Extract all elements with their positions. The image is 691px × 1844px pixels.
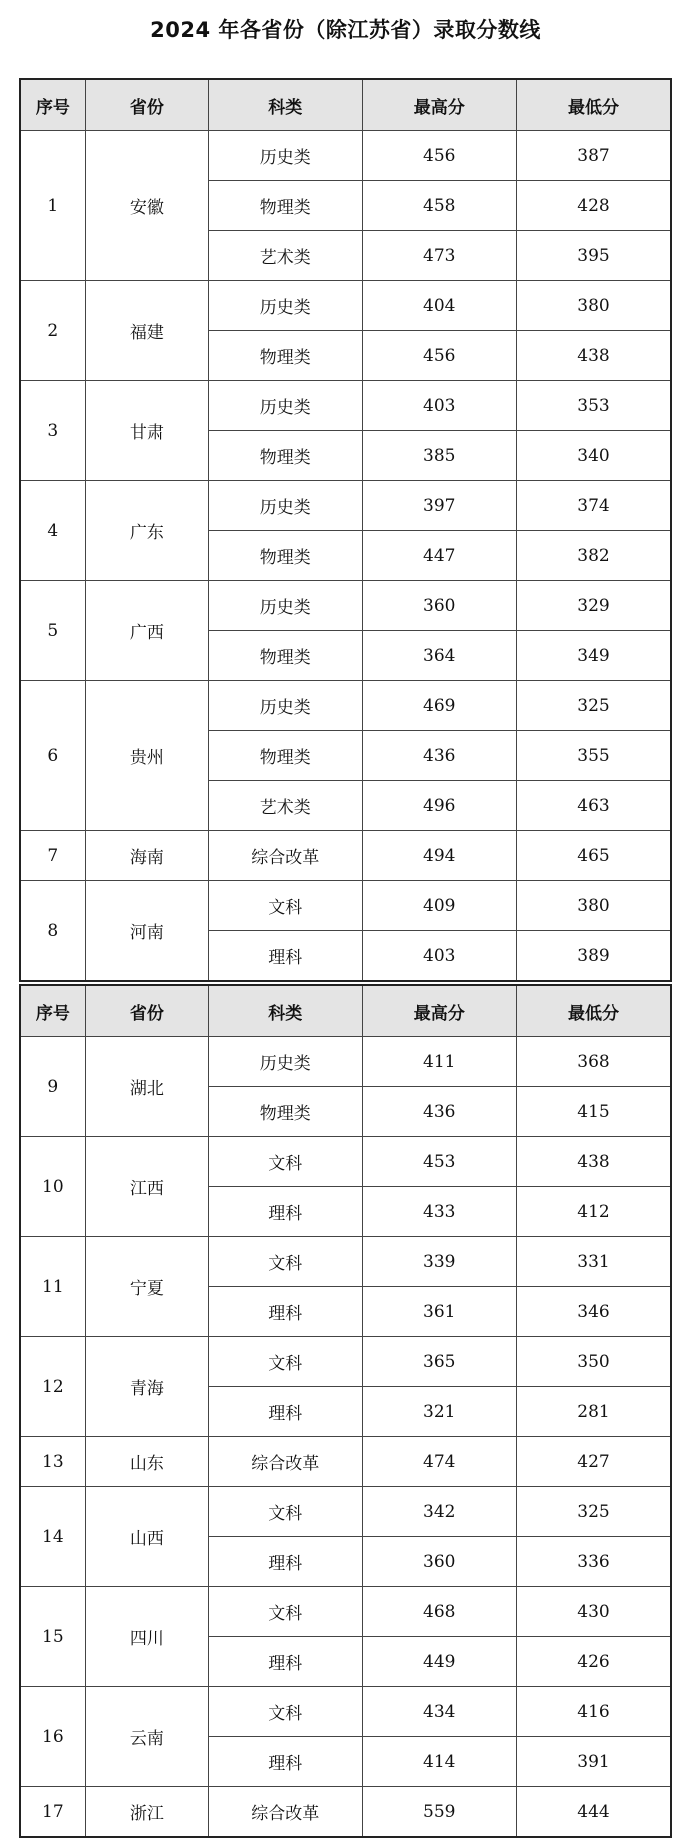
header-index: 序号 [20,985,85,1037]
row-index: 2 [20,281,85,381]
row-index: 6 [20,681,85,831]
min-score-cell: 415 [517,1087,672,1137]
subject-cell: 文科 [209,1237,362,1287]
max-score-cell: 403 [362,931,516,982]
province-cell: 青海 [85,1337,208,1437]
province-cell: 湖北 [85,1037,208,1137]
min-score-cell: 353 [517,381,672,431]
table-row [20,481,671,531]
max-score-cell: 414 [362,1737,516,1787]
max-score-cell: 397 [362,481,516,531]
header-index: 序号 [20,79,85,131]
province-cell: 贵州 [85,681,208,831]
min-score-cell: 349 [517,631,672,681]
row-index: 15 [20,1587,85,1687]
province-cell: 浙江 [85,1787,208,1838]
row-index: 8 [20,881,85,982]
max-score-cell: 436 [362,1087,516,1137]
score-table-part-2 [19,984,672,1838]
subject-cell: 历史类 [209,581,362,631]
max-score-cell: 453 [362,1137,516,1187]
province-cell: 宁夏 [85,1237,208,1337]
row-index: 4 [20,481,85,581]
row-index: 14 [20,1487,85,1587]
min-score-cell: 438 [517,331,672,381]
min-score-cell: 426 [517,1637,672,1687]
subject-cell: 文科 [209,1587,362,1637]
subject-cell: 理科 [209,1287,362,1337]
subject-cell: 历史类 [209,131,362,181]
min-score-cell: 395 [517,231,672,281]
province-cell: 海南 [85,831,208,881]
max-score-cell: 361 [362,1287,516,1337]
subject-cell: 文科 [209,1137,362,1187]
table-row [20,881,671,931]
max-score-cell: 559 [362,1787,516,1838]
min-score-cell: 382 [517,531,672,581]
row-index: 16 [20,1687,85,1787]
province-cell: 广东 [85,481,208,581]
table-row [20,1037,671,1087]
min-score-cell: 368 [517,1037,672,1087]
max-score-cell: 339 [362,1237,516,1287]
row-index: 1 [20,131,85,281]
subject-cell: 物理类 [209,631,362,681]
table-header-row [20,985,671,1037]
max-score-cell: 496 [362,781,516,831]
subject-cell: 文科 [209,1687,362,1737]
table-row [20,131,671,181]
subject-cell: 历史类 [209,681,362,731]
subject-cell: 理科 [209,1737,362,1787]
header-min-score: 最低分 [517,985,672,1037]
table-row [20,831,671,881]
min-score-cell: 428 [517,181,672,231]
table-row [20,681,671,731]
table-row [20,1237,671,1287]
header-max-score: 最高分 [362,985,516,1037]
max-score-cell: 409 [362,881,516,931]
table-row [20,1337,671,1387]
province-cell: 四川 [85,1587,208,1687]
table-header-row [20,79,671,131]
max-score-cell: 474 [362,1437,516,1487]
province-cell: 河南 [85,881,208,982]
province-cell: 福建 [85,281,208,381]
province-cell: 江西 [85,1137,208,1237]
subject-cell: 艺术类 [209,781,362,831]
table-row [20,1487,671,1537]
min-score-cell: 438 [517,1137,672,1187]
min-score-cell: 281 [517,1387,672,1437]
row-index: 3 [20,381,85,481]
subject-cell: 历史类 [209,481,362,531]
province-cell: 山东 [85,1437,208,1487]
subject-cell: 综合改革 [209,1437,362,1487]
subject-cell: 文科 [209,1337,362,1387]
min-score-cell: 355 [517,731,672,781]
province-cell: 山西 [85,1487,208,1587]
max-score-cell: 342 [362,1487,516,1537]
header-subject: 科类 [209,79,362,131]
row-index: 7 [20,831,85,881]
max-score-cell: 403 [362,381,516,431]
min-score-cell: 416 [517,1687,672,1737]
province-cell: 云南 [85,1687,208,1787]
subject-cell: 理科 [209,931,362,982]
table-row [20,1137,671,1187]
max-score-cell: 449 [362,1637,516,1687]
subject-cell: 理科 [209,1637,362,1687]
subject-cell: 综合改革 [209,1787,362,1838]
max-score-cell: 385 [362,431,516,481]
max-score-cell: 468 [362,1587,516,1637]
max-score-cell: 456 [362,331,516,381]
row-index: 11 [20,1237,85,1337]
max-score-cell: 365 [362,1337,516,1387]
min-score-cell: 340 [517,431,672,481]
subject-cell: 文科 [209,881,362,931]
header-max-score: 最高分 [362,79,516,131]
min-score-cell: 412 [517,1187,672,1237]
max-score-cell: 494 [362,831,516,881]
table-row [20,581,671,631]
row-index: 9 [20,1037,85,1137]
max-score-cell: 321 [362,1387,516,1437]
row-index: 13 [20,1437,85,1487]
max-score-cell: 458 [362,181,516,231]
min-score-cell: 336 [517,1537,672,1587]
province-cell: 安徽 [85,131,208,281]
subject-cell: 理科 [209,1537,362,1587]
table-row [20,1787,671,1838]
min-score-cell: 346 [517,1287,672,1337]
header-province: 省份 [85,79,208,131]
min-score-cell: 465 [517,831,672,881]
min-score-cell: 325 [517,681,672,731]
max-score-cell: 473 [362,231,516,281]
subject-cell: 历史类 [209,281,362,331]
min-score-cell: 374 [517,481,672,531]
max-score-cell: 411 [362,1037,516,1087]
subject-cell: 综合改革 [209,831,362,881]
page-title: 2024 年各省份（除江苏省）录取分数线 [150,18,541,42]
score-table-part-1 [19,78,672,982]
min-score-cell: 331 [517,1237,672,1287]
subject-cell: 历史类 [209,381,362,431]
min-score-cell: 350 [517,1337,672,1387]
table-row [20,1587,671,1637]
table-row [20,1437,671,1487]
max-score-cell: 447 [362,531,516,581]
province-cell: 广西 [85,581,208,681]
max-score-cell: 456 [362,131,516,181]
header-province: 省份 [85,985,208,1037]
table-row [20,281,671,331]
min-score-cell: 427 [517,1437,672,1487]
table-row [20,1687,671,1737]
header-min-score: 最低分 [517,79,672,131]
subject-cell: 历史类 [209,1037,362,1087]
header-subject: 科类 [209,985,362,1037]
province-cell: 甘肃 [85,381,208,481]
max-score-cell: 364 [362,631,516,681]
max-score-cell: 469 [362,681,516,731]
min-score-cell: 329 [517,581,672,631]
subject-cell: 物理类 [209,731,362,781]
min-score-cell: 463 [517,781,672,831]
min-score-cell: 380 [517,281,672,331]
subject-cell: 物理类 [209,1087,362,1137]
max-score-cell: 360 [362,1537,516,1587]
table-row [20,381,671,431]
min-score-cell: 430 [517,1587,672,1637]
row-index: 17 [20,1787,85,1838]
min-score-cell: 391 [517,1737,672,1787]
min-score-cell: 380 [517,881,672,931]
row-index: 12 [20,1337,85,1437]
subject-cell: 理科 [209,1387,362,1437]
max-score-cell: 433 [362,1187,516,1237]
subject-cell: 物理类 [209,331,362,381]
row-index: 5 [20,581,85,681]
min-score-cell: 387 [517,131,672,181]
row-index: 10 [20,1137,85,1237]
subject-cell: 文科 [209,1487,362,1537]
min-score-cell: 389 [517,931,672,982]
max-score-cell: 404 [362,281,516,331]
max-score-cell: 436 [362,731,516,781]
subject-cell: 物理类 [209,181,362,231]
max-score-cell: 434 [362,1687,516,1737]
min-score-cell: 444 [517,1787,672,1838]
subject-cell: 艺术类 [209,231,362,281]
max-score-cell: 360 [362,581,516,631]
min-score-cell: 325 [517,1487,672,1537]
subject-cell: 理科 [209,1187,362,1237]
subject-cell: 物理类 [209,431,362,481]
subject-cell: 物理类 [209,531,362,581]
